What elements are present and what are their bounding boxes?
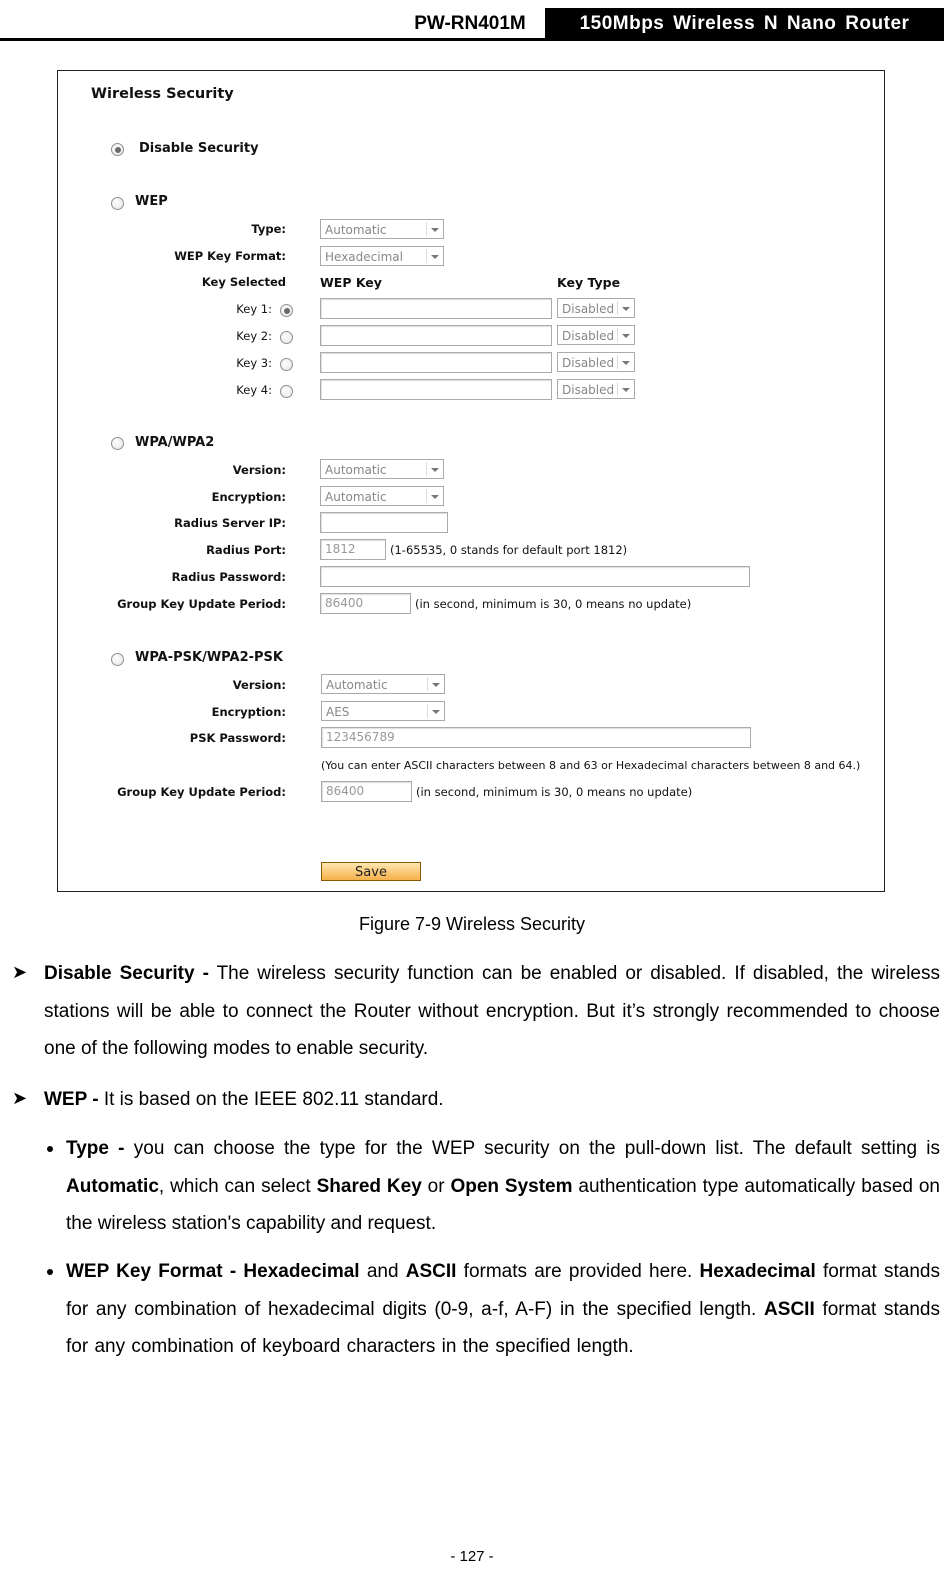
wep-type-select[interactable] <box>320 219 444 239</box>
dropdown-arrow-icon <box>432 683 440 687</box>
wpa-radio[interactable] <box>111 437 124 450</box>
format-ascii: ASCII <box>764 1298 815 1320</box>
radius-ip-label: Radius Server IP: <box>174 516 286 530</box>
wep-format-value: Hexadecimal <box>325 250 403 264</box>
wireless-security-figure <box>57 70 885 892</box>
select-separator <box>426 489 427 503</box>
radius-password-input[interactable] <box>320 566 750 587</box>
psk-password-hint: (You can enter ASCII characters between 8 and 63 or Hexadecimal characters between 8 and 64.) <box>321 759 861 772</box>
disable-security-text: The wireless security function can be enabled or disabled. If disabled, the wireless stations will be able to connect the Router without encryption. But it’s strongly recommended to choose one of the following modes to enable security. <box>44 963 940 1059</box>
key-selected-label: Key Selected <box>201 275 286 289</box>
type-open-system: Open System <box>450 1175 573 1197</box>
dropdown-arrow-icon <box>431 255 439 259</box>
format-text: format stands for any combination of keyboard characters in the specified length. <box>66 1298 940 1357</box>
format-hexadecimal: Hexadecimal <box>699 1261 816 1282</box>
radius-port-input[interactable]: 1812 <box>320 539 386 560</box>
wep-label: WEP <box>135 194 168 209</box>
dropdown-arrow-icon <box>622 361 630 365</box>
key-3-type-select[interactable] <box>557 352 635 372</box>
psk-radio[interactable] <box>111 653 124 666</box>
psk-group-key-input[interactable]: 86400 <box>321 781 412 802</box>
key-3-input[interactable] <box>320 352 552 373</box>
dropdown-arrow-icon <box>431 468 439 472</box>
key-2-radio[interactable] <box>280 331 293 344</box>
wep-type-value: Automatic <box>325 223 387 237</box>
psk-group-key-label: Group Key Update Period: <box>117 785 286 799</box>
dropdown-arrow-icon <box>622 388 630 392</box>
select-separator <box>617 355 618 369</box>
header-rule <box>0 38 944 41</box>
type-term: Type - <box>66 1138 125 1159</box>
wep-format-select[interactable] <box>320 246 444 266</box>
format-text: formats are provided here. <box>456 1261 700 1282</box>
radius-port-hint: (1-65535, 0 stands for default port 1812) <box>390 543 628 557</box>
dot-bullet-icon <box>47 1146 53 1152</box>
psk-label: WPA-PSK/WPA2-PSK <box>135 650 283 665</box>
key-4-input[interactable] <box>320 379 552 400</box>
select-separator <box>617 328 618 342</box>
key-type-header: Key Type <box>557 275 621 290</box>
key-2-label: Key 2: <box>236 329 272 343</box>
header-title: 150Mbps Wireless N Nano Router <box>545 8 944 40</box>
wep-term: WEP - <box>44 1089 99 1110</box>
psk-encryption-select[interactable] <box>321 701 445 721</box>
wpa-group-key-input[interactable]: 86400 <box>320 593 411 614</box>
dot-bullet-icon <box>47 1269 53 1275</box>
key-3-label: Key 3: <box>236 356 272 370</box>
wpa-version-select[interactable] <box>320 459 444 479</box>
figure-caption: Figure 7-9 Wireless Security <box>358 914 586 934</box>
page-number: - 127 - <box>450 1548 494 1565</box>
key-1-input[interactable] <box>320 298 552 319</box>
select-separator <box>426 249 427 263</box>
disable-security-paragraph <box>44 955 940 1068</box>
psk-version-value: Automatic <box>326 678 388 692</box>
key-1-radio[interactable] <box>280 304 293 317</box>
select-separator <box>426 222 427 236</box>
key-3-type-value: Disabled <box>562 356 615 370</box>
radius-ip-input[interactable] <box>320 512 448 533</box>
key-1-label: Key 1: <box>236 302 272 316</box>
select-separator <box>426 462 427 476</box>
psk-group-key-hint: (in second, minimum is 30, 0 means no update) <box>416 785 693 799</box>
select-separator <box>427 704 428 718</box>
wpa-group-key-label: Group Key Update Period: <box>117 597 286 611</box>
arrow-bullet-icon: ➤ <box>12 962 28 982</box>
wep-key-header: WEP Key <box>320 275 382 290</box>
key-2-type-select[interactable] <box>557 325 635 345</box>
psk-password-input[interactable]: 123456789 <box>321 727 751 748</box>
wpa-group-key-hint: (in second, minimum is 30, 0 means no update) <box>415 597 692 611</box>
disable-security-label: Disable Security <box>139 141 259 156</box>
wpa-version-value: Automatic <box>325 463 387 477</box>
wpa-encryption-value: Automatic <box>325 490 387 504</box>
psk-encryption-value: AES <box>326 705 350 719</box>
save-button[interactable]: Save <box>321 862 421 881</box>
wep-key-format-paragraph <box>66 1253 940 1366</box>
wpa-version-label: Version: <box>232 463 286 477</box>
format-text: format stands for any combination of hexadecimal digits (0-9, a-f, A-F) in the specified length. <box>66 1261 941 1320</box>
key-2-type-value: Disabled <box>562 329 615 343</box>
arrow-bullet-icon: ➤ <box>12 1088 28 1108</box>
type-shared-key: Shared Key <box>316 1175 422 1197</box>
dropdown-arrow-icon <box>622 334 630 338</box>
type-automatic: Automatic <box>66 1175 159 1197</box>
key-4-type-value: Disabled <box>562 383 615 397</box>
key-1-type-value: Disabled <box>562 302 615 316</box>
format-term: WEP Key Format - Hexadecimal <box>66 1261 360 1282</box>
header-model: PW-RN401M <box>414 13 526 34</box>
radius-port-label: Radius Port: <box>206 543 286 557</box>
type-text: authentication type automatically based on the wireless station's capability and request. <box>66 1175 940 1234</box>
wpa-encryption-select[interactable] <box>320 486 444 506</box>
select-separator <box>617 301 618 315</box>
key-4-radio[interactable] <box>280 385 293 398</box>
dropdown-arrow-icon <box>431 495 439 499</box>
wpa-label: WPA/WPA2 <box>135 435 215 450</box>
key-2-input[interactable] <box>320 325 552 346</box>
psk-version-select[interactable] <box>321 674 445 694</box>
format-ascii: ASCII <box>405 1261 457 1282</box>
dropdown-arrow-icon <box>431 228 439 232</box>
wep-format-label: WEP Key Format: <box>174 249 286 263</box>
key-1-type-select[interactable] <box>557 298 635 318</box>
psk-password-label: PSK Password: <box>189 731 286 745</box>
key-4-label: Key 4: <box>236 383 272 397</box>
select-separator <box>617 382 618 396</box>
psk-encryption-label: Encryption: <box>211 705 286 719</box>
select-separator <box>427 677 428 691</box>
wep-text: It is based on the IEEE 802.11 standard. <box>98 1089 444 1110</box>
wep-type-label: Type: <box>251 222 286 236</box>
key-3-radio[interactable] <box>280 358 293 371</box>
disable-security-radio[interactable] <box>111 143 124 156</box>
wep-paragraph <box>44 1081 940 1119</box>
dropdown-arrow-icon <box>432 710 440 714</box>
disable-security-term: Disable Security - <box>44 963 209 984</box>
format-text: and <box>359 1261 406 1282</box>
key-4-type-select[interactable] <box>557 379 635 399</box>
wep-radio[interactable] <box>111 197 124 210</box>
type-text: , which can select <box>158 1175 317 1197</box>
type-paragraph <box>66 1130 940 1243</box>
radius-password-label: Radius Password: <box>171 570 286 584</box>
type-text: or <box>421 1175 451 1197</box>
wpa-encryption-label: Encryption: <box>211 490 286 504</box>
type-text: you can choose the type for the WEP security on the pull-down list. The default setting is <box>124 1138 940 1159</box>
dropdown-arrow-icon <box>622 307 630 311</box>
psk-version-label: Version: <box>232 678 286 692</box>
panel-title: Wireless Security <box>91 86 234 102</box>
